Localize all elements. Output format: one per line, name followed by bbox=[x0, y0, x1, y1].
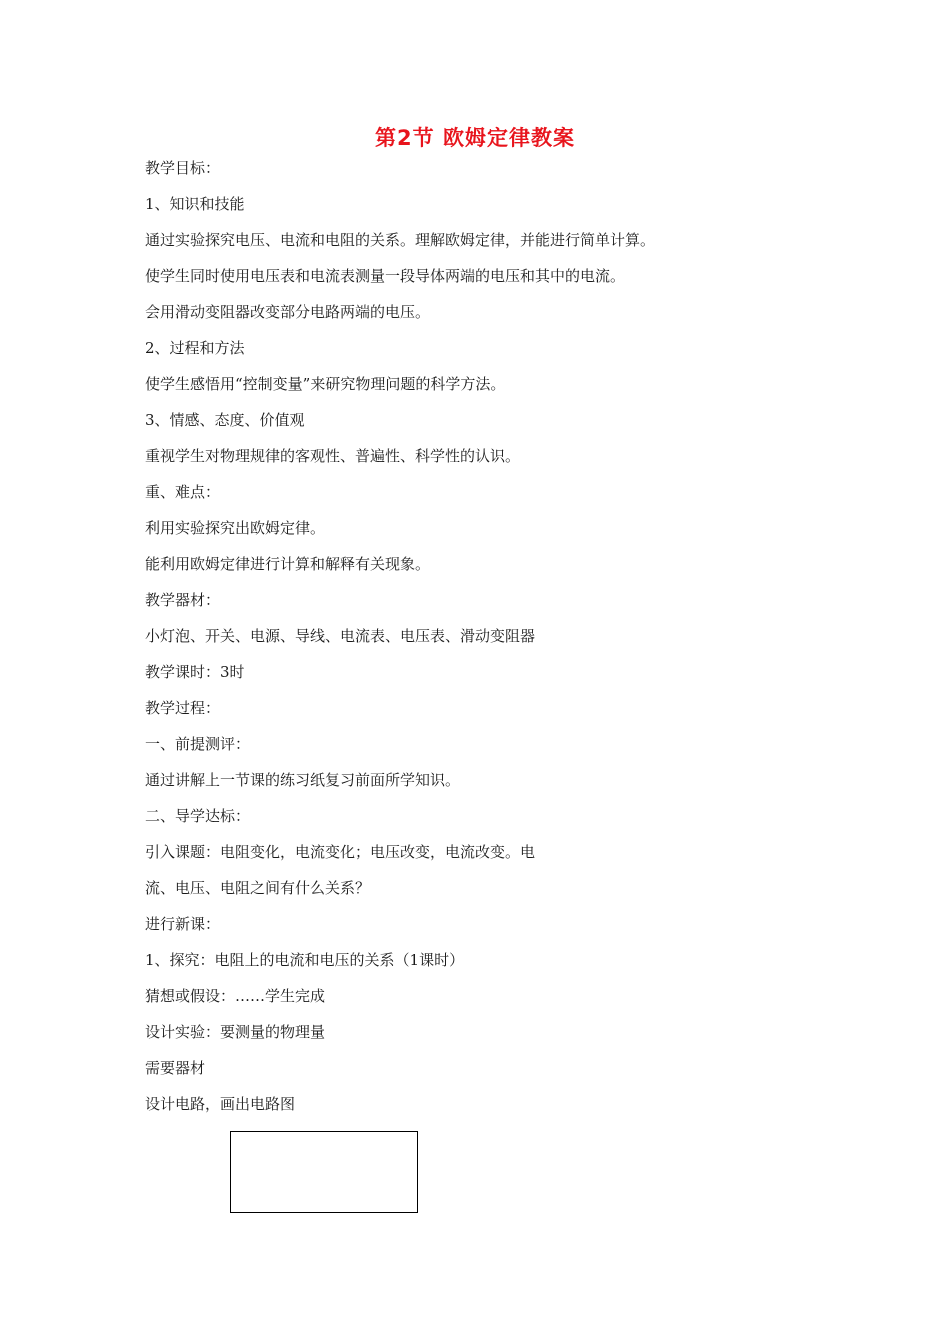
paragraph-line: 引入课题：电阻变化，电流变化；电压改变，电流改变。电 bbox=[145, 843, 536, 861]
paragraph-line: 教学课时：3时 bbox=[145, 663, 245, 681]
paragraph-line: 进行新课： bbox=[145, 915, 221, 933]
subheading-guided-learning: 二、导学达标： bbox=[145, 807, 251, 825]
paragraph-line: 使学生感悟用“控制变量”来研究物理问题的科学方法。 bbox=[145, 375, 506, 393]
subheading-attitude-values: 3、情感、态度、价值观 bbox=[145, 411, 305, 429]
paragraph-line: 小灯泡、开关、电源、导线、电流表、电压表、滑动变阻器 bbox=[145, 627, 536, 645]
subheading-process-method: 2、过程和方法 bbox=[145, 339, 245, 357]
paragraph-line: 猜想或假设：……学生完成 bbox=[145, 987, 326, 1005]
paragraph-line: 设计电路，画出电路图 bbox=[145, 1095, 296, 1113]
section-heading-process: 教学过程： bbox=[145, 699, 221, 717]
paragraph-line: 会用滑动变阻器改变部分电路两端的电压。 bbox=[145, 303, 431, 321]
document-body bbox=[145, 150, 825, 1122]
paragraph-line: 使学生同时使用电压表和电流表测量一段导体两端的电压和其中的电流。 bbox=[145, 267, 626, 285]
subheading-knowledge-skills: 1、知识和技能 bbox=[145, 195, 245, 213]
paragraph-line: 利用实验探究出欧姆定律。 bbox=[145, 519, 326, 537]
circuit-diagram-box bbox=[230, 1131, 418, 1213]
section-heading-key-points: 重、难点： bbox=[145, 483, 221, 501]
subheading-pre-assessment: 一、前提测评： bbox=[145, 735, 251, 753]
paragraph-line: 1、探究：电阻上的电流和电压的关系（1课时） bbox=[145, 951, 465, 969]
section-heading-equipment: 教学器材： bbox=[145, 591, 221, 609]
paragraph-line: 重视学生对物理规律的客观性、普遍性、科学性的认识。 bbox=[145, 447, 521, 465]
paragraph-line: 流、电压、电阻之间有什么关系？ bbox=[145, 879, 371, 897]
paragraph-line: 通过实验探究电压、电流和电阻的关系。理解欧姆定律，并能进行简单计算。 bbox=[145, 231, 656, 249]
paragraph-line: 通过讲解上一节课的练习纸复习前面所学知识。 bbox=[145, 771, 461, 789]
paragraph-line: 需要器材 bbox=[145, 1059, 206, 1077]
document-title: 第2节 欧姆定律教案 bbox=[375, 126, 575, 150]
paragraph-line: 能利用欧姆定律进行计算和解释有关现象。 bbox=[145, 555, 431, 573]
section-heading-objectives: 教学目标： bbox=[145, 159, 221, 177]
paragraph-line: 设计实验：要测量的物理量 bbox=[145, 1023, 326, 1041]
